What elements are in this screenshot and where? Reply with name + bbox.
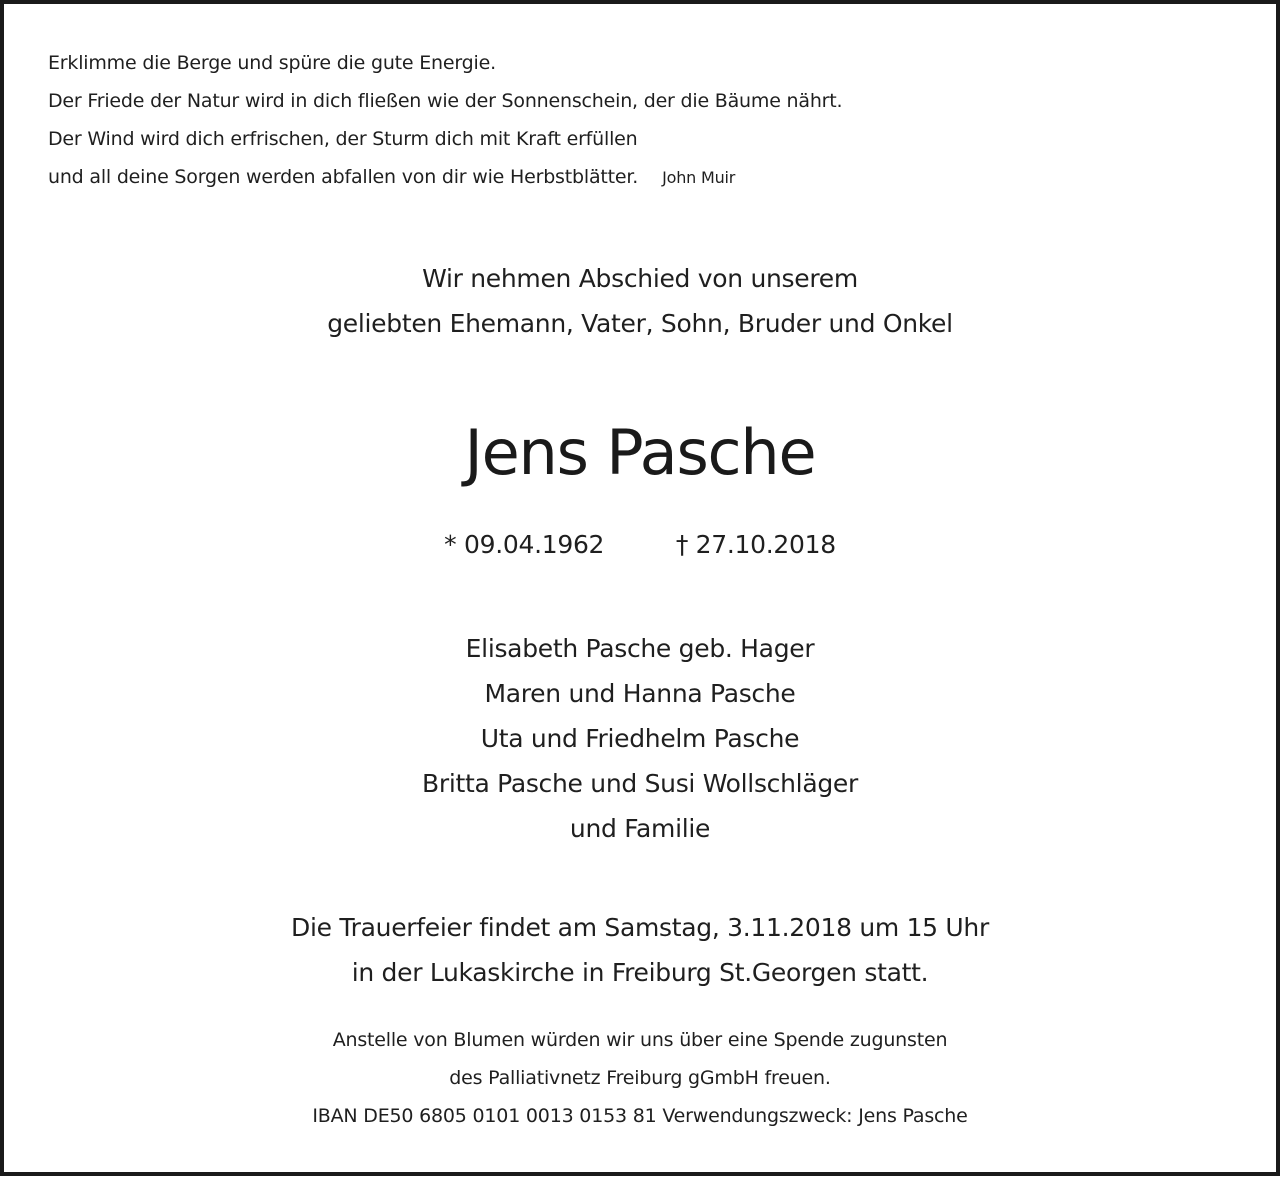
mourner-name: und Familie (569, 814, 711, 843)
intro-line: Wir nehmen Abschied von unserem (422, 264, 858, 293)
intro-text (0, 256, 1280, 346)
service-line: Die Trauerfeier findet am Samstag, 3.11.2018 um 15 Uhr (291, 913, 989, 942)
death-date: † 27.10.2018 (675, 530, 836, 559)
mourner-name: Uta und Friedhelm Pasche (480, 724, 800, 753)
donation-note (0, 1021, 1280, 1135)
quote-block (48, 44, 1048, 197)
quote-line-text: und all deine Sorgen werden abfallen von dir wie Herbstblätter. (48, 166, 639, 188)
service-line: in der Lukaskirche in Freiburg St.Georgen statt. (351, 958, 929, 987)
mourners-list (0, 626, 1280, 851)
donation-iban: IBAN DE50 6805 0101 0013 0153 81 Verwendungszweck: Jens Pasche (312, 1105, 968, 1127)
mourner-name: Maren und Hanna Pasche (484, 679, 796, 708)
donation-line: Anstelle von Blumen würden wir uns über eine Spende zugunsten (332, 1029, 948, 1051)
deceased-name: Jens Pasche (464, 416, 816, 489)
donation-line: des Palliativnetz Freiburg gGmbH freuen. (449, 1067, 831, 1089)
quote-line: Erklimme die Berge und spüre die gute Energie. (48, 52, 496, 74)
quote-line: Der Friede der Natur wird in dich fließen wie der Sonnenschein, der die Bäume nährt. (48, 90, 843, 112)
quote-line: Der Wind wird dich erfrischen, der Sturm dich mit Kraft erfüllen (48, 128, 638, 150)
funeral-service-info (0, 905, 1280, 995)
quote-author: John Muir (662, 168, 736, 187)
birth-date: * 09.04.1962 (444, 530, 605, 559)
mourner-name: Elisabeth Pasche geb. Hager (465, 634, 815, 663)
quote-line-last (48, 158, 1048, 197)
life-dates (0, 524, 1280, 566)
mourner-name: Britta Pasche und Susi Wollschläger (422, 769, 858, 798)
intro-line: geliebten Ehemann, Vater, Sohn, Bruder und Onkel (327, 309, 953, 338)
